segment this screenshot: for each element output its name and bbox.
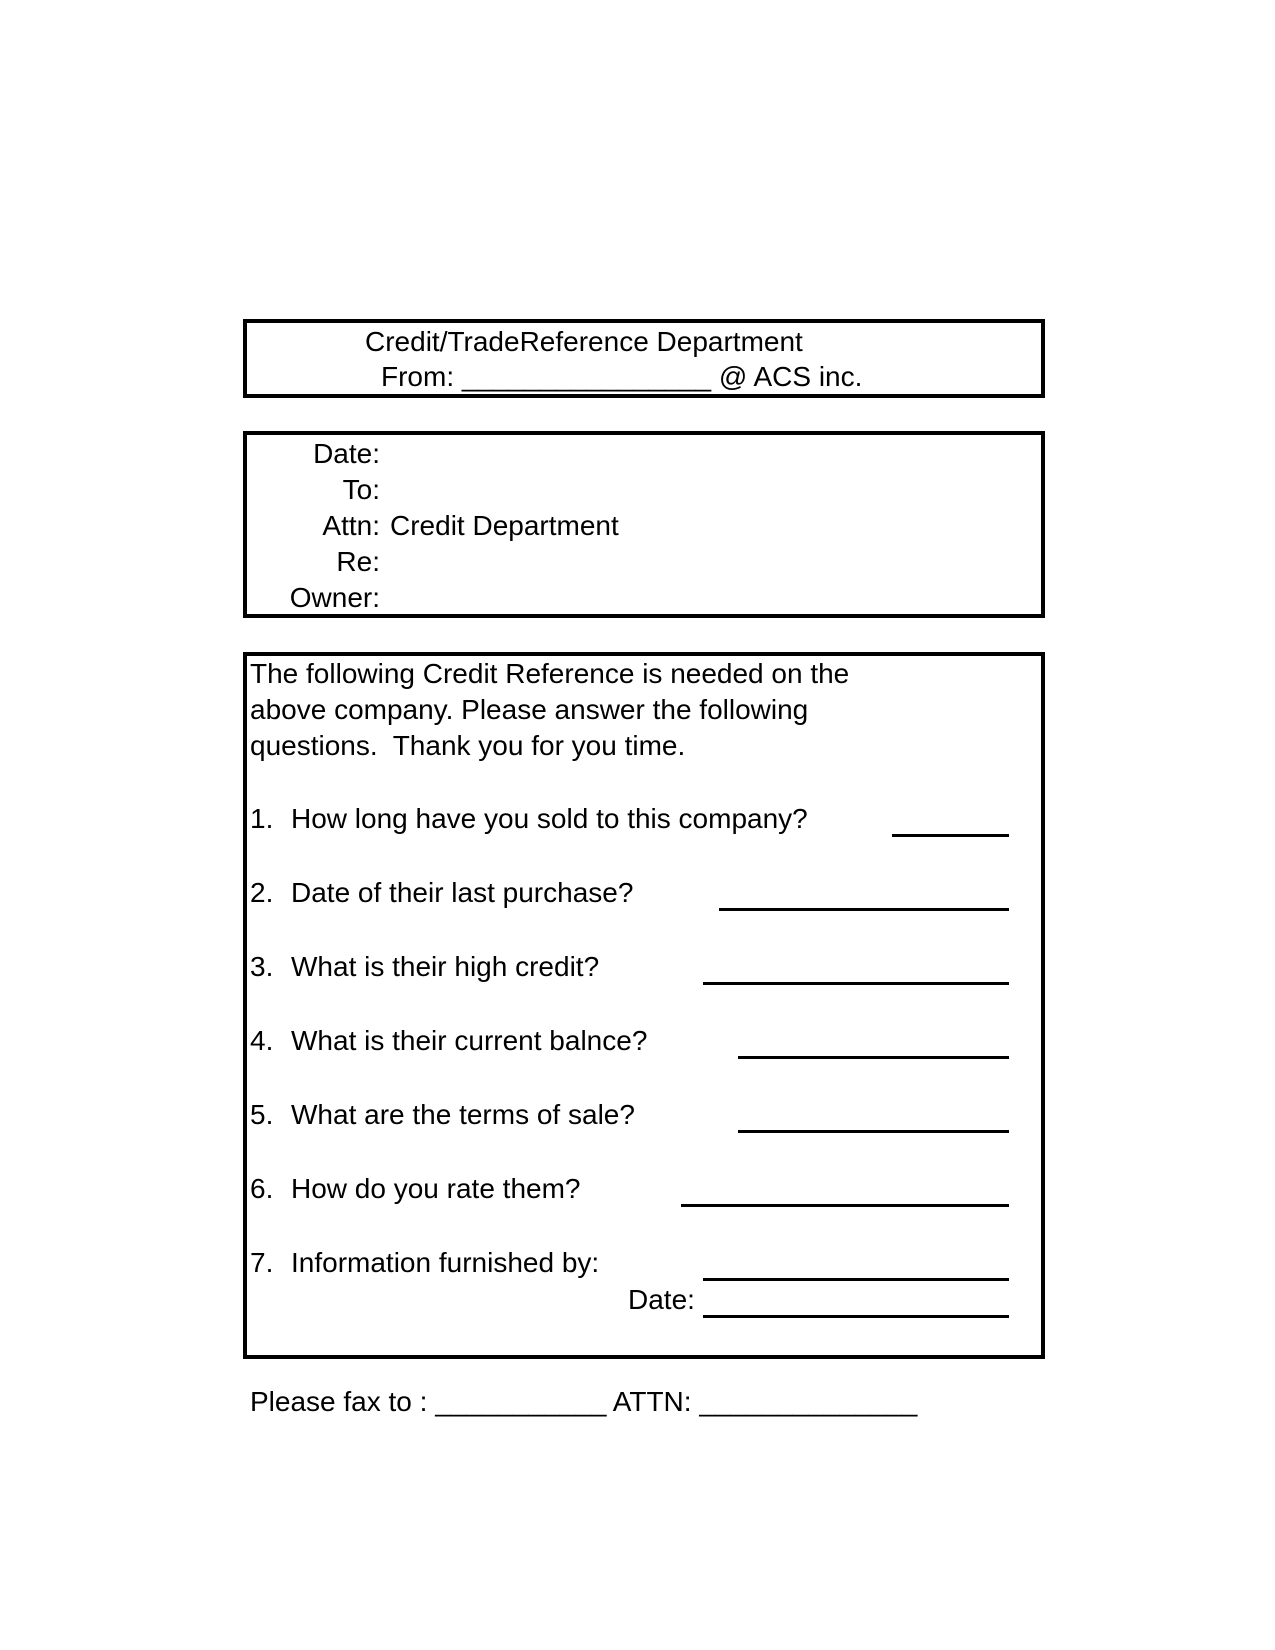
- re-label: Re:: [336, 546, 380, 577]
- date-label: Date:: [313, 438, 380, 469]
- answer-line-1[interactable]: [892, 834, 1009, 837]
- answer-line-3[interactable]: [703, 982, 1009, 985]
- answer-line-4[interactable]: [738, 1056, 1009, 1059]
- answer-line-2[interactable]: [719, 908, 1009, 911]
- fax-line: Please fax to : ___________ ATTN: ______________: [250, 1386, 918, 1417]
- question-4-text: What is their current balnce?: [291, 1025, 648, 1056]
- question-2-text: Date of their last purchase?: [291, 877, 634, 908]
- question-1-number: 1.: [250, 803, 274, 834]
- attn-label: Attn:: [322, 510, 380, 541]
- question-7-text: Information furnished by:: [291, 1247, 600, 1278]
- question-1-text: How long have you sold to this company?: [291, 803, 808, 834]
- attn-value: Credit Department: [390, 510, 619, 541]
- answer-line-5[interactable]: [738, 1130, 1009, 1133]
- intro-line-2: above company. Please answer the following: [250, 694, 809, 725]
- question-5-text: What are the terms of sale?: [291, 1099, 635, 1130]
- question-7-number: 7.: [250, 1247, 274, 1278]
- question-6-text: How do you rate them?: [291, 1173, 581, 1204]
- question-3-text: What is their high credit?: [291, 951, 600, 982]
- department-title: Credit/TradeReference Department: [365, 326, 803, 357]
- from-line: From: ________________ @ ACS inc.: [381, 361, 863, 392]
- question-5-number: 5.: [250, 1099, 274, 1130]
- intro-line-1: The following Credit Reference is needed on the: [250, 658, 850, 689]
- answer-line-7[interactable]: [703, 1278, 1009, 1281]
- intro-line-3: questions. Thank you for you time.: [250, 730, 686, 761]
- answer-line-6[interactable]: [681, 1204, 1009, 1207]
- question-4-number: 4.: [250, 1025, 274, 1056]
- question-6-number: 6.: [250, 1173, 274, 1204]
- furnished-date-label: Date:: [628, 1284, 695, 1315]
- date-answer-line[interactable]: [703, 1315, 1009, 1318]
- to-label: To:: [342, 474, 380, 505]
- owner-label: Owner:: [289, 582, 380, 613]
- question-2-number: 2.: [250, 877, 274, 908]
- question-3-number: 3.: [250, 951, 274, 982]
